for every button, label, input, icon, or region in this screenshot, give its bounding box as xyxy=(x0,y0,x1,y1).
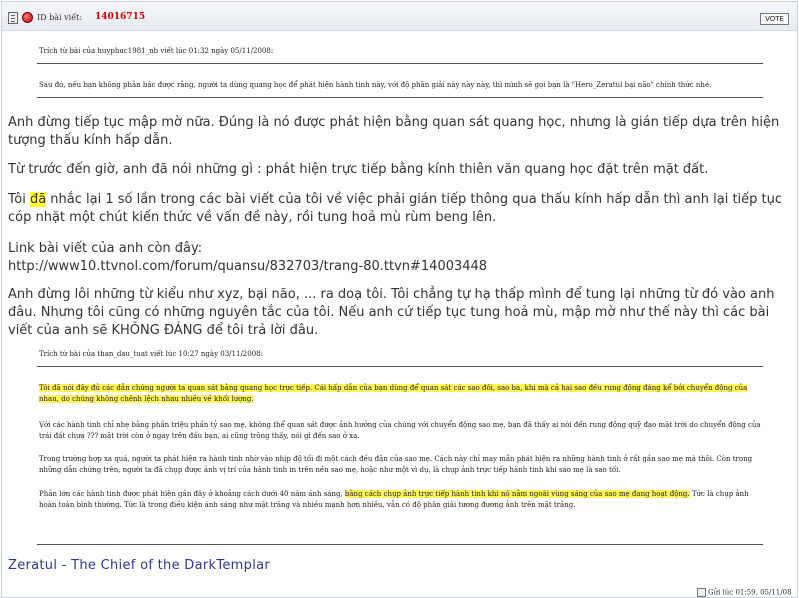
signature: Zeratul - The Chief of the DarkTemplar xyxy=(8,558,271,573)
quote-2-paragraph-1 xyxy=(39,383,763,405)
quote-2-highlight-2: bằng cách chụp ảnh trực tiếp hành tinh khi nó nằm ngoài vùng sáng của sao mẹ đang hoạt động. xyxy=(344,490,690,498)
quote-1-top-rule xyxy=(37,63,763,64)
post-icon[interactable] xyxy=(697,588,706,597)
quote-1-header: Trích từ bài của huyphuc1981_nb viết lúc 01:32 ngày 05/11/2008: xyxy=(39,47,274,55)
post-paragraph-3 xyxy=(8,191,788,227)
quote-2-bottom-rule xyxy=(37,544,763,545)
highlighted-word: đã xyxy=(29,192,47,207)
post-link-block xyxy=(8,240,788,276)
post-timestamp: Gửi lúc 01:59, 05/11/08 xyxy=(708,588,792,597)
quote-2-p4-end: Tức là chụp ảnh hoàn toàn bình thường. Tức là trong điều kiện ánh sáng như mặt trăng và nhiều mạnh hơn nhiều, vẫn có độ phân giải tương đương ảnh trên mặt trăng. xyxy=(39,490,749,509)
link-label: Link bài viết của anh còn đây: xyxy=(8,241,203,256)
vote-button[interactable]: VOTE xyxy=(760,13,789,25)
quote-2-highlight-1: Tôi đã nói đây đủ các dẫn chứng người ta quan sát bằng quang học trực tiếp. Cái hấp dẫn của bạn dùng để quan sát các sao đôi, sao ba, khi mà cả hai sao đều rung động đáng kể bởi chuyển động của nhau, do chúng không chênh lệch nhau nhiều về khối lượng. xyxy=(39,384,748,403)
quote-2-top-rule xyxy=(37,366,763,367)
id-dot-icon xyxy=(22,12,33,23)
quote-2-paragraph-4 xyxy=(39,489,763,511)
document-icon[interactable] xyxy=(8,12,18,24)
post-paragraph-1: Anh đừng tiếp tục mập mờ nữa. Đúng là nó được phát hiện bằng quan sát quang học, nhưng là gián tiếp dựa trên hiện tượng thấu kính hấp dẫn. xyxy=(8,115,780,148)
quote-2-p4-start: Phần lớn các hành tinh được phát hiện gần đây ở khoảng cách dưới 40 năm ánh sáng, xyxy=(39,490,345,498)
quote-2-paragraph-3: Trong trường hợp xa quá, người ta phát hiện ra hành tinh nhờ vào nhịp độ tối đi một cách đều đặn của sao mẹ. Cách này chỉ may mắn phát hiện ra những hành tinh ở rất gần sao mẹ mà thôi. Còn trong những dẫn chứng trên, người ta đã chụp được ảnh vị trí của hành tinh in trên nền sao mẹ, hoặc như một vì dụ, là chụp ảnh trực tiếp hành tinh khi sao mẹ là sao tối. xyxy=(39,455,753,474)
paragraph-3-start: Tôi xyxy=(8,192,30,207)
quote-2-header: Trích từ bài của than_dau_tuat viết lúc 10:27 ngày 03/11/2008: xyxy=(39,350,263,358)
post-paragraph-5: Anh đừng lôi những từ kiểu như xyz, bại não, ... ra doạ tôi. Tôi chẳng tự hạ thấp mình để tung lại những từ đó vào anh đâu. Nhưng tôi cũng có những nguyên tắc của tôi. Nếu anh cứ tiếp tục tung hoả mù, mập mờ như thế này thì các bài viết của anh sẽ KHÔNG ĐÁNG để tôi trả lời đâu. xyxy=(8,287,775,338)
post-footer xyxy=(697,588,792,597)
quote-1-body: Sau đó, nếu bạn không phản bác được rằng, người ta dùng quang học để phát hiện hành tinh này, với độ phân giải này này này, thì mình sẽ gọi bạn là "Hero_Zeratul bại não" chính thức nhé. xyxy=(39,81,712,89)
paragraph-3-end: nhắc lại 1 số lần trong các bài viết của tôi về việc phải gián tiếp thông qua thấu kính hấp dẫn thì anh lại tiếp tục cóp nhặt một chút kiến thức về vấn đề này, rồi tung hoả mù rùm beng lên. xyxy=(8,192,783,225)
quote-2-paragraph-2: Với các hành tinh chỉ nhẹ bằng phần triệu phần tỷ sao mẹ, không thể quan sát được ảnh hưởng của chúng với chuyển động sao mẹ, bạn đã thấy ai nói đến rung động quỹ đạo mặt trời do chuyển động của trái đất chưa ??? mặt trời còn ở ngay trên đầu bạn, ai cũng trông thấy, nói gì đến sao ở xa. xyxy=(39,421,761,440)
post-paragraph-2: Từ trước đến giờ, anh đã nói những gì : phát hiện trực tiếp bằng kính thiên văn quang học đặt trên mặt đất. xyxy=(8,162,709,177)
post-link[interactable]: http://www10.ttvnol.com/forum/quansu/832703/trang-80.ttvn#14003448 xyxy=(8,259,488,274)
post-id-label: ID bài viết: xyxy=(37,13,83,22)
quote-1-bottom-rule xyxy=(37,97,763,98)
post-header-bar xyxy=(2,2,797,31)
post-id-value: 14016715 xyxy=(95,12,146,22)
